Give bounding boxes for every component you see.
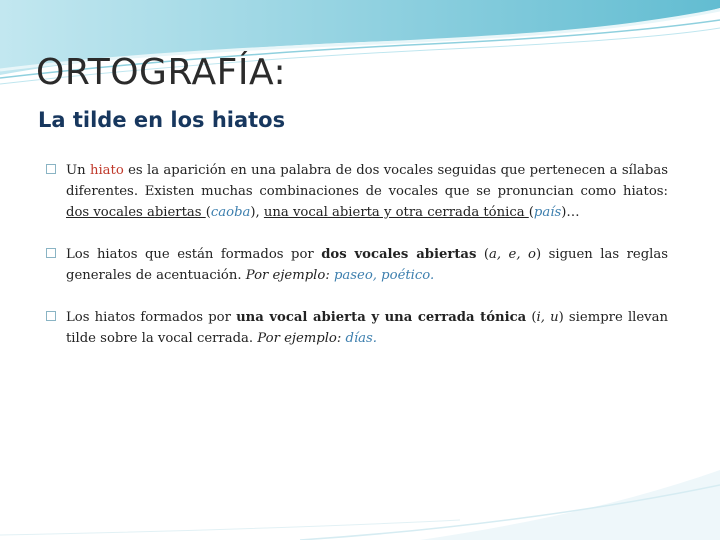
text: (	[205, 205, 211, 220]
bold-text: dos vocales abiertas	[321, 247, 477, 262]
bold-text: una vocal abierta y una cerrada tónica	[236, 310, 527, 325]
square-bullet-icon	[46, 248, 56, 258]
italic-text: a, e, o	[489, 247, 536, 262]
text: Un	[66, 163, 90, 178]
underlined-text: dos vocales abiertas	[66, 205, 206, 220]
bullet-open-vowels-rule	[46, 244, 668, 286]
text: Los hiatos que están formados por	[66, 247, 322, 262]
example-word: caoba	[210, 205, 251, 220]
text: (	[528, 205, 534, 220]
bullet-hiato-definition	[46, 160, 668, 223]
italic-text: Por ejemplo:	[245, 268, 334, 283]
text: ) siguen las reglas generales de acentuación.	[66, 247, 668, 283]
text: Los hiatos formados por	[66, 310, 237, 325]
text: ) siempre llevan tilde sobre la vocal cerrada.	[66, 310, 668, 346]
bullet-open-closed-rule	[46, 307, 668, 349]
example-words: días.	[345, 331, 377, 346]
example-words: paseo, poético.	[333, 268, 435, 283]
slide-subtitle: La tilde en los hiatos	[38, 108, 286, 132]
slide-title: ORTOGRAFÍA:	[36, 52, 287, 93]
text: ),	[250, 205, 264, 220]
italic-text: Por ejemplo:	[257, 331, 346, 346]
text: (	[526, 310, 537, 325]
text: )…	[561, 205, 580, 220]
italic-text: i, u	[536, 310, 559, 325]
text: (	[476, 247, 490, 262]
square-bullet-icon	[46, 164, 56, 174]
underlined-text: una vocal abierta y otra cerrada tónica	[263, 205, 529, 220]
term-hiato: hiato	[89, 163, 124, 178]
text: es la aparición en una palabra de dos vocales seguidas que pertenecen a sílabas diferentes. Existen muchas combinaciones de vocales que se pronuncian como hiatos:	[66, 163, 668, 199]
bullet-list	[46, 160, 668, 349]
example-word: país	[533, 205, 562, 220]
square-bullet-icon	[46, 311, 56, 321]
